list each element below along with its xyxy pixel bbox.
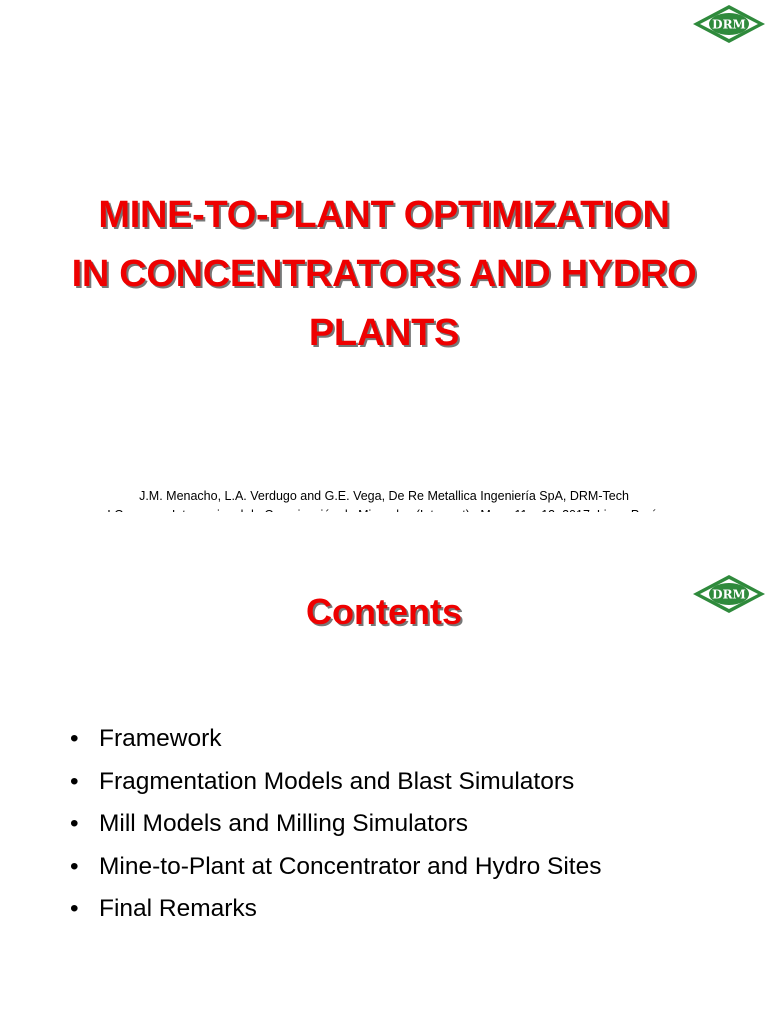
list-item xyxy=(70,846,602,889)
title-line: PLANTS xyxy=(308,312,460,354)
presentation-title xyxy=(20,186,748,363)
list-item-label: Framework xyxy=(99,725,222,752)
title-line: MINE-TO-PLANT OPTIMIZATION xyxy=(98,194,670,236)
contents-heading: Contents xyxy=(306,591,462,632)
list-item xyxy=(70,761,602,804)
bullet-icon: • xyxy=(70,767,79,795)
drm-logo-text: DRM xyxy=(712,587,746,602)
list-item-label: Mill Models and Milling Simulators xyxy=(99,810,468,837)
contents-slide xyxy=(0,512,768,1024)
drm-logo-text: DRM xyxy=(712,17,746,32)
list-item xyxy=(70,718,602,761)
authors-line: J.M. Menacho, L.A. Verdugo and G.E. Vega, De Re Metallica Ingeniería SpA, DRM-Tech xyxy=(139,489,629,503)
contents-list xyxy=(70,718,602,931)
bullet-icon: • xyxy=(70,852,79,880)
list-item-label: Final Remarks xyxy=(99,895,257,922)
drm-logo-icon xyxy=(692,4,766,44)
title-line: IN CONCENTRATORS AND HYDRO xyxy=(71,253,697,295)
list-item-label: Fragmentation Models and Blast Simulators xyxy=(99,767,575,795)
bullet-icon: • xyxy=(70,895,79,922)
bullet-icon: • xyxy=(70,810,79,837)
bullet-icon: • xyxy=(70,725,79,752)
list-item-label: Mine-to-Plant at Concentrator and Hydro Sites xyxy=(99,852,602,880)
list-item xyxy=(70,888,602,931)
list-item xyxy=(70,803,602,846)
